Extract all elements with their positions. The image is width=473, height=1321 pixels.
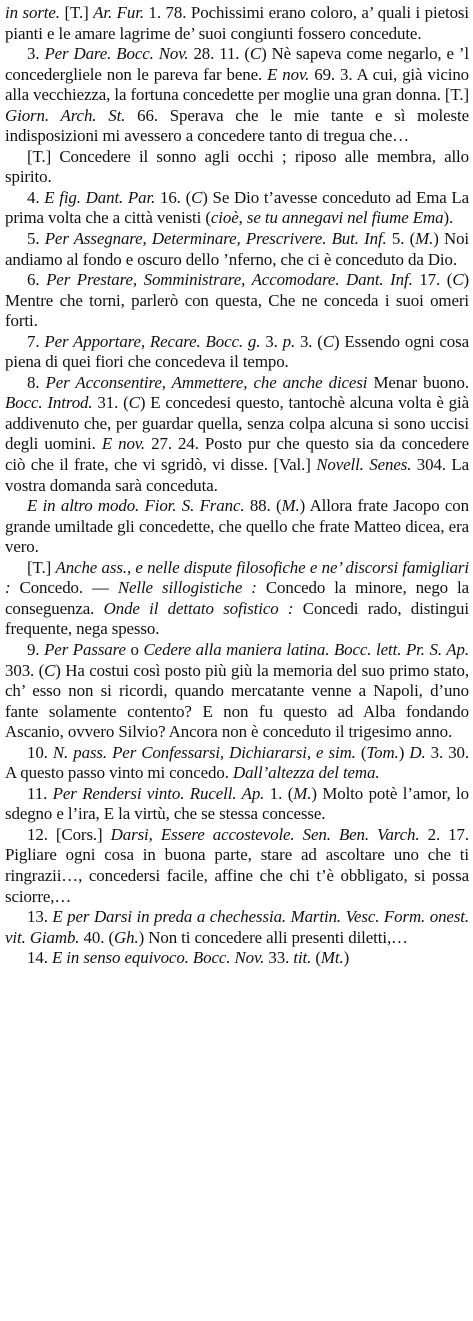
italic-run: M.: [415, 229, 434, 249]
text-run: Menar buono.: [367, 372, 469, 392]
text-run: ) E concedesi questo, tantochè alcuna volta è già addivenuto che, per guardar quella, senza colpa alcuna si sono uccisi degli uomini.: [5, 393, 469, 454]
text-run: 9.: [27, 639, 45, 659]
text-run: 3.: [260, 331, 283, 351]
italic-run: C: [452, 270, 464, 290]
sense-8: [5, 373, 469, 496]
text-run: ) Essendo ogni cosa piena di quei fiori che concedeva il tempo.: [5, 331, 470, 372]
italic-run: Novell. Senes.: [316, 455, 412, 475]
sense-8-absolute-use: [5, 558, 469, 640]
text-run: 31. (: [92, 393, 129, 413]
text-run: 17. (: [412, 270, 453, 290]
sense-4: [5, 188, 469, 229]
text-run: ) Nè sapeva come negarlo, e ’l concedergliele non le pareva far bene.: [5, 44, 469, 84]
italic-run: Giorn. Arch. St.: [5, 105, 126, 125]
text-run: Concedo. —: [10, 578, 118, 598]
text-run: ) Se Dio t’avesse conceduto ad Ema La prima volta che a città venisti (: [5, 187, 470, 228]
text-run: 5. (: [386, 229, 416, 249]
text-run: o: [125, 639, 144, 659]
italic-run: in sorte.: [5, 3, 60, 22]
italic-run: Onde il dettato sofistico :: [103, 598, 294, 618]
italic-run: Bocc. Introd.: [5, 393, 93, 413]
text-run: [T.]: [59, 3, 94, 22]
text-run: ) Molto potè l’amor, lo sdegno e l’ira, E la virtù, che se stessa concesse.: [5, 783, 469, 824]
text-run: 69. 3. A cui, già vicino alla vecchiezza, la fortuna concedette per moglie una gran donna. [T.]: [5, 64, 470, 105]
italic-run: E nov.: [101, 434, 146, 454]
italic-run: Per Assegnare, Determinare, Prescrivere. But. Inf.: [44, 229, 387, 249]
sense-5: [5, 229, 469, 270]
italic-run: Tom.: [366, 742, 399, 762]
text-run: 16. (: [155, 187, 192, 207]
text-run: ).: [443, 208, 454, 228]
text-run: 10.: [27, 742, 53, 762]
text-run: 4.: [27, 187, 45, 207]
text-run: 8.: [27, 372, 46, 392]
sense-12: [5, 825, 469, 907]
italic-run: E fig. Dant. Par.: [44, 187, 156, 207]
text-run: 304. La vostra domanda sarà conceduta.: [5, 455, 469, 495]
sense-6: [5, 270, 469, 332]
italic-run: Nelle sillogistiche :: [117, 578, 257, 598]
text-run: 303. (: [5, 660, 45, 680]
text-run: Concedi rado, distingui frequente, nega spesso.: [5, 598, 469, 639]
sense-13: [5, 907, 469, 948]
italic-run: C: [128, 393, 140, 413]
text-run: 28. 11. (: [188, 44, 250, 64]
italic-run: Gh.: [114, 927, 139, 947]
italic-run: Per Rendersi vinto. Rucell. Ap.: [52, 783, 265, 803]
text-run: Concedo la minore, nego la conseguenza.: [5, 578, 470, 618]
text-run: 88. (: [244, 496, 282, 516]
text-run: 6.: [27, 270, 47, 290]
text-run: 3. 30. A questo passo vinto mi concedo.: [5, 742, 470, 783]
italic-run: E per Darsi in preda a chechessia. Martin. Vesc. Form. onest. vit. Giamb.: [5, 907, 470, 947]
italic-run: M.: [281, 496, 300, 516]
italic-run: C: [249, 44, 262, 64]
sense-11: [5, 784, 469, 825]
text-run: (: [311, 948, 321, 968]
italic-run: N. pass. Per Confessarsi, Dichiararsi, e sim.: [52, 742, 356, 762]
italic-run: E in senso equivoco. Bocc. Nov.: [51, 948, 265, 968]
text-run: 1. (: [264, 783, 294, 803]
text-run: 1. 78. Pochissimi erano coloro, a’ quali i pietosi pianti e le amare lagrime de’ suoi congiunti fossero concedute.: [5, 3, 469, 43]
italic-run: E nov.: [267, 64, 310, 84]
text-run: 27. 24. Posto pur che questo sia da concedere ciò che il frate, che vi sgridò, vi disse. [Val.]: [5, 434, 470, 475]
italic-run: Per Apportare, Recare. Bocc. g.: [44, 331, 261, 351]
text-run: 3.: [27, 44, 45, 64]
text-run: (: [355, 742, 367, 762]
text-run: 7.: [27, 331, 45, 351]
sense-3-note: [5, 147, 469, 188]
italic-run: Per Acconsentire, Ammettere, che anche dicesi: [45, 372, 368, 392]
italic-run: Cedere alla maniera latina. Bocc. lett. Pr. S. Ap.: [143, 639, 469, 659]
sense-14: [5, 948, 469, 969]
italic-run: Per Prestare, Somministrare, Accomodare. Dant. Inf.: [46, 270, 413, 290]
text-run: ) Mentre che torni, parlerò con questa, Che ne conceda i suoi omeri forti.: [5, 270, 470, 331]
italic-run: Darsi, Essere accostevole. Sen. Ben. Varch.: [110, 824, 420, 844]
italic-run: cioè, se tu annegavi nel fiume Ema: [210, 208, 444, 228]
italic-run: tit.: [293, 948, 312, 968]
entry-continuation: [5, 3, 469, 44]
text-run: 5.: [27, 229, 45, 249]
italic-run: Anche ass., e nelle dispute filosofiche e ne’ discorsi famigliari :: [5, 557, 469, 598]
sense-9: [5, 640, 469, 743]
italic-run: Per Dare. Bocc. Nov.: [44, 44, 189, 64]
sense-8-other-mode: [5, 496, 469, 558]
text-run: 33.: [264, 948, 294, 968]
text-run: [T.] Concedere il sonno agli occhi ; riposo alle membra, allo spirito.: [5, 146, 469, 187]
text-run: ): [398, 742, 410, 762]
text-run: ): [343, 948, 350, 968]
italic-run: p.: [282, 331, 296, 351]
italic-run: C: [322, 331, 334, 351]
italic-run: E in altro modo. Fior. S. Franc.: [27, 496, 245, 516]
text-run: 14.: [27, 948, 52, 968]
text-run: 13.: [27, 907, 53, 927]
text-run: 12. [Cors.]: [27, 824, 111, 844]
sense-3: [5, 44, 469, 147]
text-run: ) Non ti concedere alli presenti diletti,…: [138, 927, 408, 947]
italic-run: D.: [409, 742, 426, 762]
text-run: [T.]: [27, 557, 56, 577]
italic-run: M.: [293, 783, 312, 803]
italic-run: Dall’altezza del tema.: [232, 763, 380, 783]
italic-run: Per Passare: [44, 639, 126, 659]
text-run: 3. (: [295, 331, 323, 351]
text-run: 66. Sperava che le mie tante e sì moleste indisposizioni mi avessero a concedere tanto di tregua che…: [5, 105, 469, 146]
italic-run: C: [44, 660, 56, 680]
text-run: ) Ha costui così posto più giù la memoria del suo primo stato, ch’ esso non si ricordi, quando mercatante venne a Napoli, d’uno fante solamente contento? E non fu questo ad Alba fondando Ascanio, ovvero Silvio? Ancora non è conceduto il trigesimo anno.: [5, 660, 469, 742]
text-run: 11.: [27, 783, 53, 803]
text-run: ) Noi andiamo al fondo e oscuro dello ’nferno, che ci è conceduto da Dio.: [5, 229, 470, 269]
sense-10: [5, 743, 469, 784]
text-run: ) Allora frate Jacopo con grande umiltade gli concedette, che quello che frate Matteo dicea, era vero.: [5, 496, 469, 557]
italic-run: C: [191, 187, 203, 207]
text-run: 2. 17. Pigliare ogni cosa in buona parte, stare ad ascoltare uno che ti ringrazii…, concedersi facile, affine che chi t’è obbligato, si possa sciorre,…: [5, 824, 469, 906]
italic-run: Ar. Fur.: [93, 3, 144, 22]
sense-7: [5, 332, 469, 373]
text-run: 40. (: [79, 927, 115, 947]
italic-run: Mt.: [320, 948, 344, 968]
